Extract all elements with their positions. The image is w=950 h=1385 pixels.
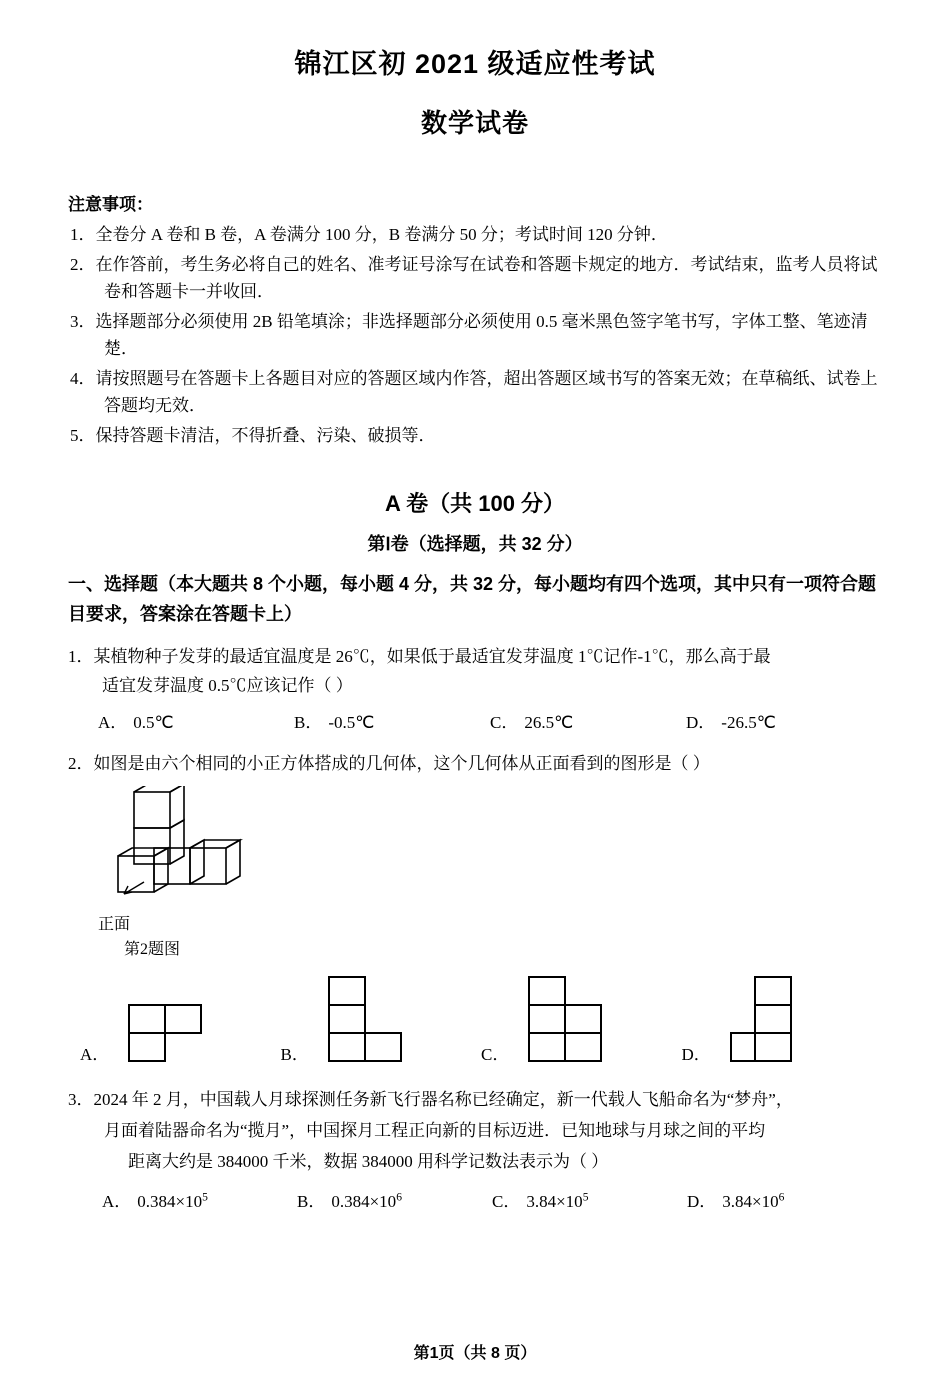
question-2-line1: 2．如图是由六个相同的小正方体搭成的几何体，这个几何体从正面看到的图形是（ ） bbox=[68, 754, 710, 774]
option-a[interactable] bbox=[80, 973, 281, 1063]
option-a-exponent: 5 bbox=[202, 1190, 208, 1204]
option-d-label: D． bbox=[686, 713, 716, 733]
notice-item: 5．保持答题卡清洁，不得折叠、污染、破损等． bbox=[70, 425, 436, 445]
notice-list bbox=[68, 221, 882, 449]
option-c-exponent: 5 bbox=[582, 1190, 589, 1204]
option-d[interactable] bbox=[687, 1187, 882, 1212]
question-1-line1: 1．某植物种子发芽的最适宜温度是 26℃，如果低于最适宜发芽温度 1℃记作-1℃，那么高于最 bbox=[68, 646, 771, 666]
notice-item: 3．选择题部分必须使用 2B 铅笔填涂；非选择题部分必须使用 0.5 毫米黑色签字笔书写，字体工整、笔迹清楚． bbox=[70, 311, 868, 359]
notice-item: 2．在作答前，考生务必将自己的姓名、准考证号涂写在试卷和答题卡规定的地方．考试结束，监考人员将试卷和答题卡一并收回． bbox=[70, 254, 878, 302]
notice-item: 4．请按照题号在答题卡上各题目对应的答题区域内作答，超出答题区域书写的答案无效；在草稿纸、试卷上答题均无效． bbox=[70, 368, 878, 416]
option-c[interactable] bbox=[492, 1187, 687, 1212]
notice-item: 1．全卷分 A 卷和 B 卷，A 卷满分 100 分，B 卷满分 50 分；考试时间 120 分钟． bbox=[70, 225, 668, 244]
option-a-label: A． bbox=[80, 1045, 110, 1065]
option-a-shape-icon bbox=[117, 973, 241, 1063]
option-a[interactable] bbox=[102, 1187, 297, 1212]
option-d-text: 3.84×10 bbox=[722, 1192, 779, 1212]
question-2-options bbox=[68, 973, 882, 1063]
question-1-options bbox=[68, 708, 882, 733]
option-b[interactable] bbox=[281, 973, 482, 1063]
option-b[interactable] bbox=[297, 1187, 492, 1212]
question-1-line2: 适宜发芽温度 0.5℃应该记作（ ） bbox=[102, 675, 353, 695]
question-3-line1: 3．2024 年 2 月，中国载人月球探测任务新飞行器名称已经确定，新一代载人飞船命名为“梦舟”， bbox=[68, 1090, 793, 1110]
option-b-label: B． bbox=[297, 1192, 326, 1212]
question-2-figure-label: 正面 bbox=[98, 916, 131, 934]
notice-heading: 注意事项： bbox=[68, 195, 153, 214]
option-b-label: B． bbox=[294, 713, 323, 733]
option-b-shape-icon bbox=[317, 973, 441, 1063]
question-3-options bbox=[68, 1187, 882, 1212]
choice-section-heading: 一、选择题（本大题共 8 个小题，每小题 4 分，共 32 分，每小题均有四个选项，其中只有一项符合题目要求，答案涂在答题卡上） bbox=[68, 574, 877, 624]
option-d-exponent: 6 bbox=[778, 1190, 785, 1204]
option-d-label: D． bbox=[681, 1045, 711, 1065]
option-c[interactable] bbox=[490, 708, 686, 733]
option-c-shape-icon bbox=[517, 973, 641, 1063]
section-part-a: A 卷（共 100 分） bbox=[384, 491, 566, 517]
section-part-1: 第Ⅰ卷（选择题，共 32 分） bbox=[367, 534, 583, 555]
option-d-shape-icon bbox=[719, 973, 843, 1063]
option-b-text: 0.384×10 bbox=[331, 1192, 397, 1212]
option-b[interactable] bbox=[294, 708, 490, 733]
question-2-figure-caption: 第2题图 bbox=[124, 941, 181, 959]
option-c-text: 3.84×10 bbox=[526, 1192, 583, 1212]
option-d-text: -26.5℃ bbox=[721, 713, 776, 733]
cube-solid-svg bbox=[98, 786, 298, 906]
option-b-label: B． bbox=[280, 1045, 309, 1065]
option-d[interactable] bbox=[686, 708, 882, 733]
option-c-text: 26.5℃ bbox=[524, 713, 574, 733]
page-footer: 第1页（共 8 页） bbox=[413, 1345, 537, 1362]
option-d-label: D． bbox=[687, 1192, 717, 1212]
page-subtitle: 数学试卷 bbox=[420, 108, 529, 138]
exam-page bbox=[0, 42, 950, 1385]
option-c[interactable] bbox=[481, 973, 682, 1063]
option-a[interactable] bbox=[98, 708, 294, 733]
option-a-text: 0.384×10 bbox=[137, 1192, 203, 1212]
question-3-line3: 距离大约是 384000 千米，数据 384000 用科学记数法表示为（ ） bbox=[128, 1151, 609, 1171]
option-d[interactable] bbox=[682, 973, 883, 1063]
option-c-label: C． bbox=[481, 1045, 510, 1065]
question-3-line2: 月面着陆器命名为“揽月”，中国探月工程正向新的目标迈进．已知地球与月球之间的平均 bbox=[104, 1120, 766, 1140]
page-content bbox=[68, 190, 882, 1212]
option-a-text: 0.5℃ bbox=[133, 713, 174, 733]
option-a-label: A． bbox=[102, 1192, 132, 1212]
option-a-label: A． bbox=[98, 713, 128, 733]
option-c-label: C． bbox=[492, 1192, 521, 1212]
option-b-exponent: 6 bbox=[396, 1190, 402, 1204]
option-b-text: -0.5℃ bbox=[328, 713, 375, 733]
question-2-figure bbox=[98, 786, 882, 911]
option-c-label: C． bbox=[490, 713, 519, 733]
page-title: 锦江区初 2021 级适应性考试 bbox=[294, 49, 656, 79]
